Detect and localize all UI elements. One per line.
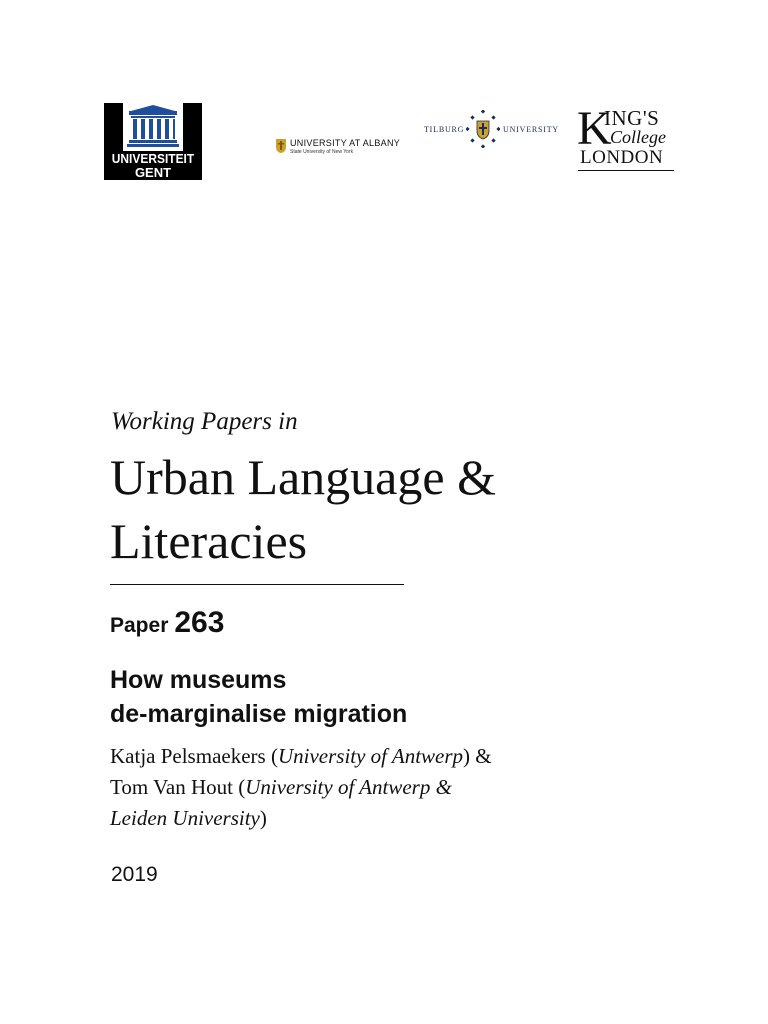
kings-logo-ings: ING'S [604,106,660,130]
albany-crest-icon [275,138,287,154]
partner-logos [0,0,768,200]
albany-university-logo [275,138,410,160]
kings-logo-k: K [577,102,612,155]
author-affiliation: University of Antwerp [277,744,464,768]
ghent-building-panel [123,103,183,151]
albany-logo-subtitle: State University of New York [290,149,354,155]
kings-college-london-logo [576,102,676,176]
author-name: Katja Pelsmaekers [110,744,266,768]
author-entry: Tom Van Hout (University of Antwerp & [110,775,452,799]
ghent-logo-line2: GENT [134,165,172,180]
tilburg-logo-left: TILBURG [424,125,465,134]
temple-icon [123,103,183,151]
author-suffix: & [470,744,492,768]
author-affiliation: University of Antwerp & [245,775,452,799]
ghent-university-logo [104,103,202,180]
author-affiliation: Leiden University [110,806,260,830]
series-title-line2: Literacies [110,513,308,569]
tilburg-university-logo [424,110,559,150]
author-entry: Katja Pelsmaekers (University of Antwerp) & [110,744,492,768]
paper-number: 263 [174,606,225,639]
paper-title-line1: How museums [110,666,287,694]
title-divider [110,584,404,585]
kings-logo-rule [578,170,674,171]
kings-logo-college: College [610,127,666,147]
paper-title-line2: de-marginalise migration [110,700,408,728]
kings-logo-london: LONDON [580,147,664,168]
series-title [110,445,670,573]
paper-number-line [110,608,224,638]
ghent-logo-line1: UNIVERSITEIT [111,151,195,166]
paper-label: Paper [110,614,169,637]
publication-year: 2019 [111,863,158,886]
albany-logo-name: UNIVERSITY AT ALBANY [290,138,401,148]
tilburg-emblem-icon [466,110,500,148]
tilburg-logo-right: UNIVERSITY [503,125,559,134]
author-name: Tom Van Hout [110,775,233,799]
paper-title [110,663,670,731]
author-entry-continued: Leiden University) [110,806,267,830]
series-title-line1: Urban Language & [110,449,496,505]
series-label: Working Papers in [111,408,298,435]
author-list [110,741,670,834]
